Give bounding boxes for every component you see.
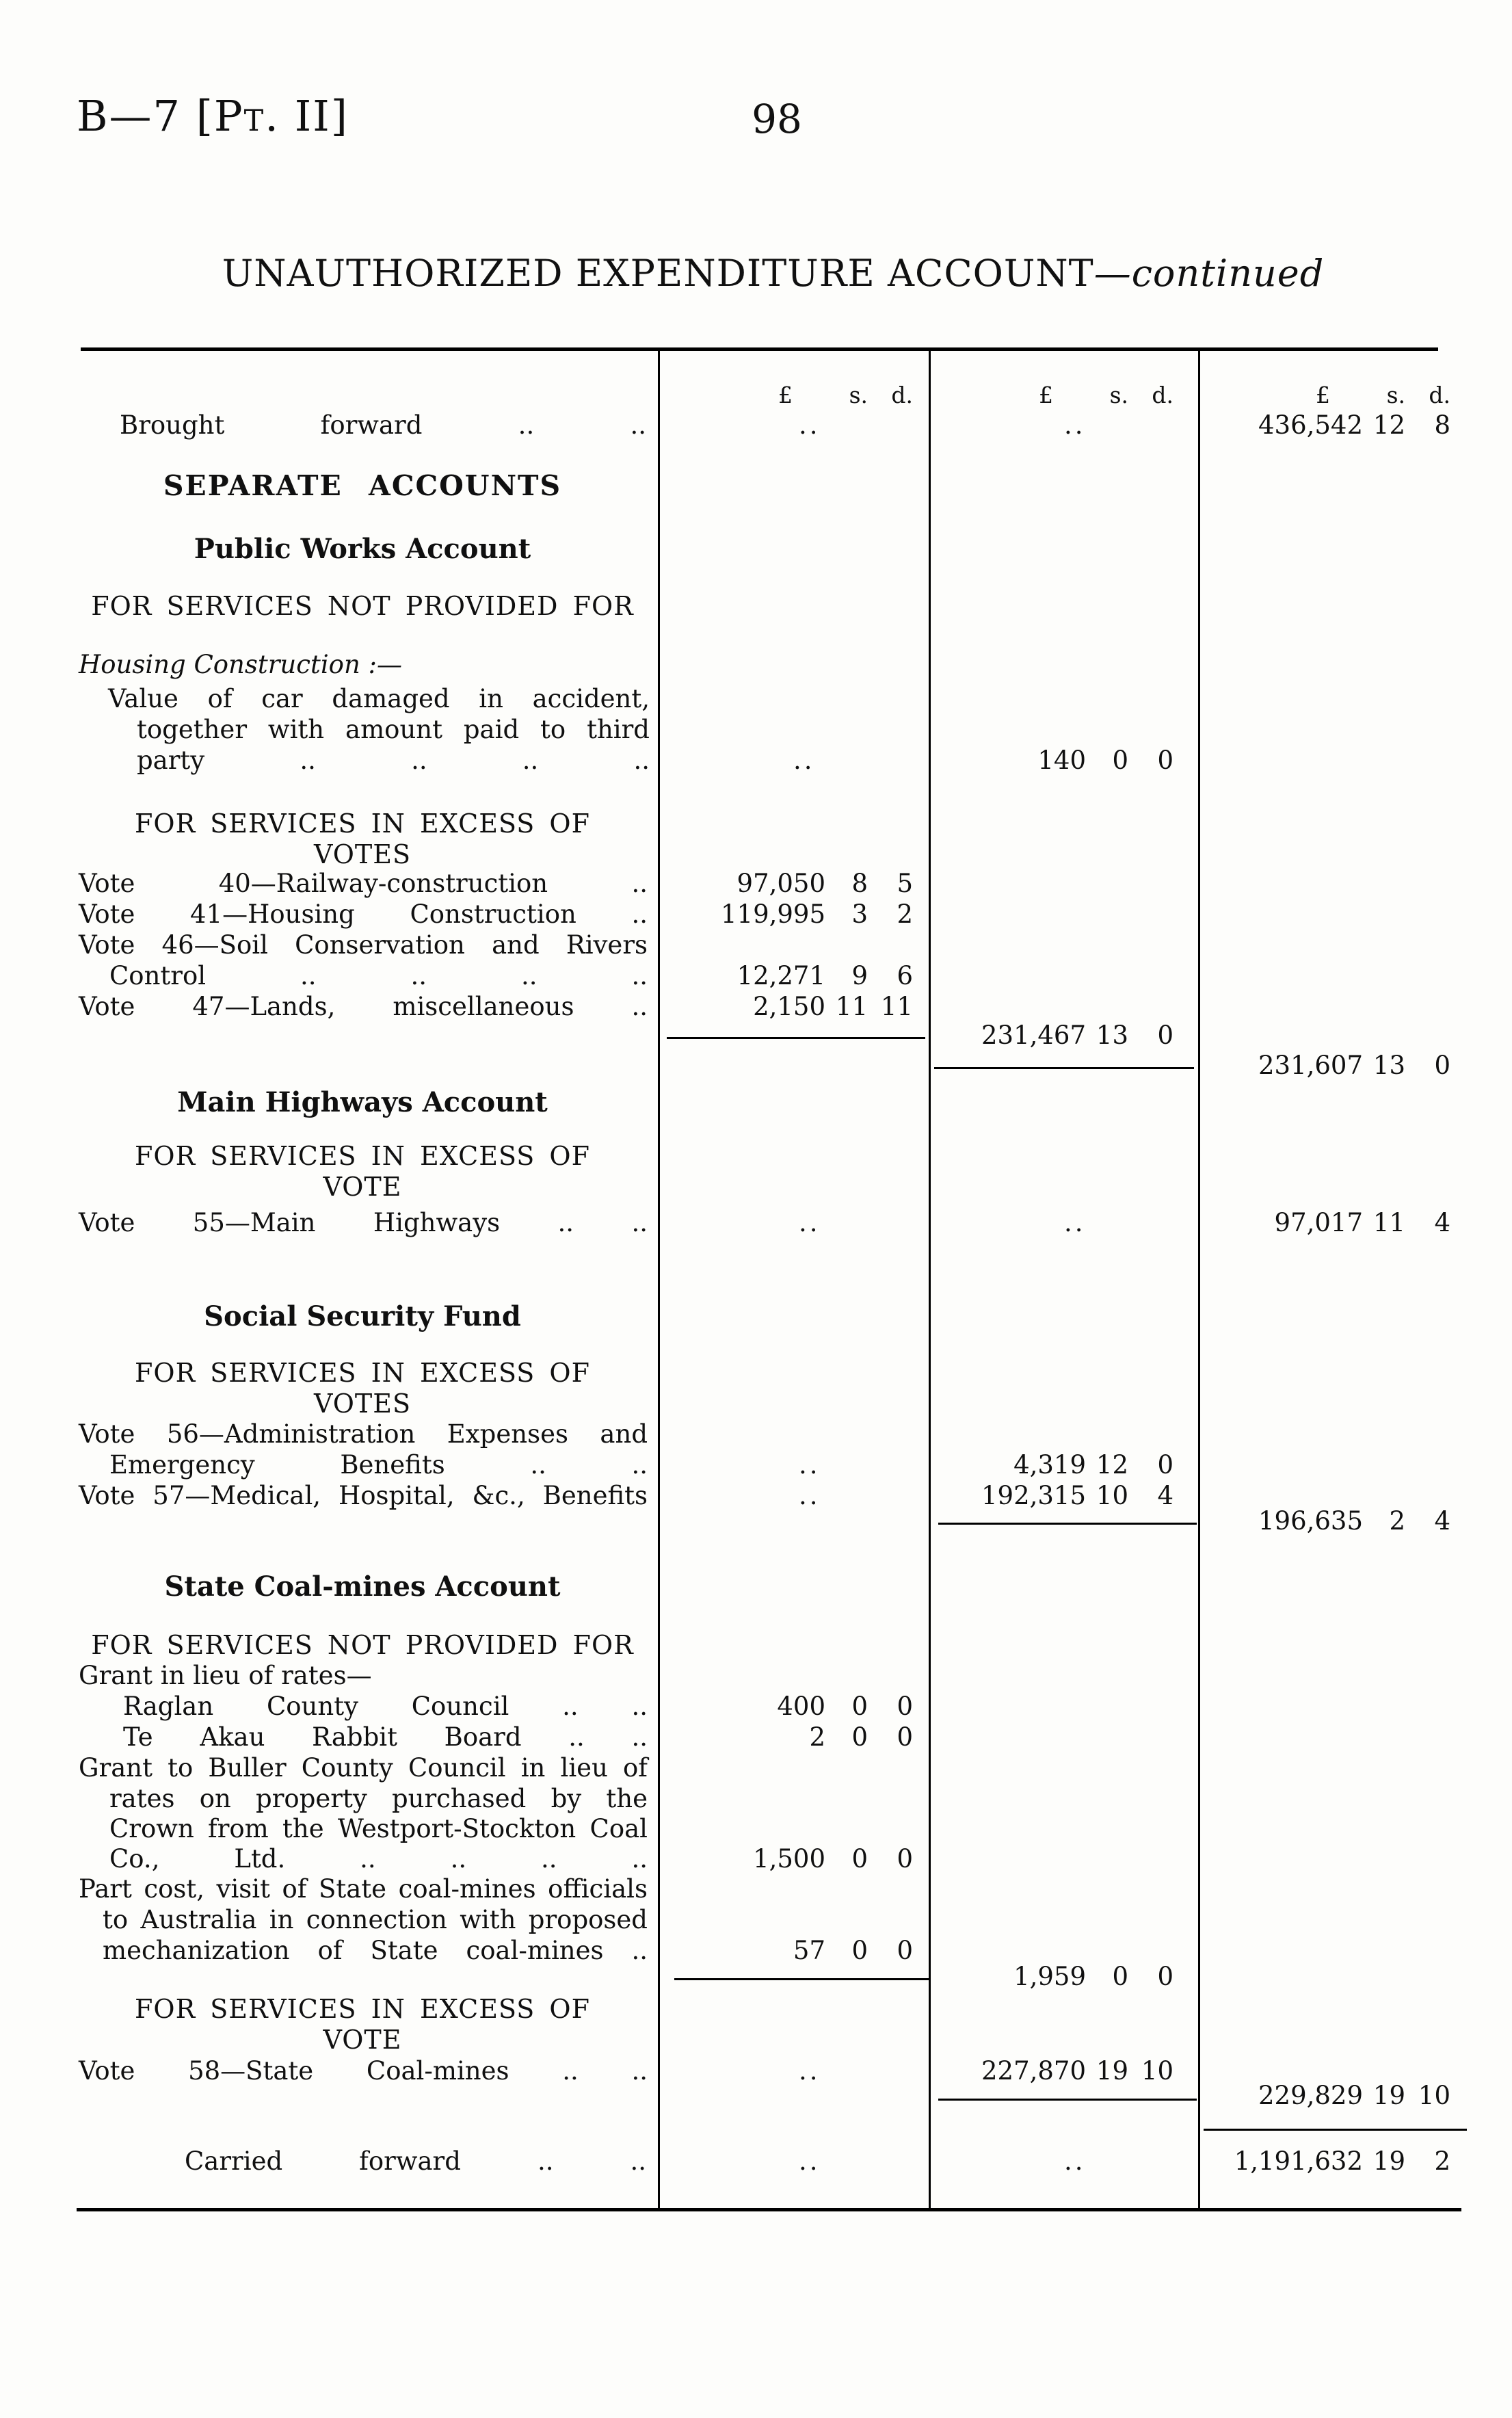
amount-pounds: 97,017 <box>1274 1208 1363 1237</box>
ss-excess-heading-line1: FOR SERVICES IN EXCESS OF <box>135 1358 590 1388</box>
pounds-header: £ <box>778 382 793 408</box>
amount-pence: 5 <box>897 869 913 898</box>
table-bottom-rule <box>77 2208 1461 2211</box>
amount-pence: 2 <box>897 899 913 929</box>
vote46-amount <box>663 961 913 991</box>
car-item-amount <box>934 746 1173 776</box>
total-rule-col2-a <box>934 1067 1194 1069</box>
amount-shillings: 11 <box>835 992 868 1021</box>
car-item-dots-col1: .. <box>793 746 815 775</box>
money-header-col1 <box>663 380 913 410</box>
amount-pounds: 231,467 <box>981 1021 1086 1050</box>
amount-shillings: 11 <box>1372 1208 1405 1237</box>
amount-pence: 2 <box>1434 2146 1450 2176</box>
shillings-header: s. <box>849 382 868 408</box>
buller-label-line3: Crown from the Westport-Stockton Coal <box>109 1814 648 1843</box>
vote57-dots-col1: .. <box>799 1481 821 1510</box>
vote40-label: Vote 40—Railway-construction .. <box>79 869 648 898</box>
pw-excess-heading-line2: VOTES <box>313 839 412 869</box>
amount-pounds: 196,635 <box>1258 1506 1363 1536</box>
grant-rates-label: Grant in lieu of rates— <box>79 1661 372 1690</box>
shillings-header: s. <box>1109 382 1128 408</box>
main-highways-heading: Main Highways Account <box>177 1086 548 1118</box>
amount-pence: 0 <box>897 1844 913 1874</box>
ss-excess-heading-line2: VOTES <box>313 1389 412 1419</box>
amount-pounds: 227,870 <box>981 2056 1086 2086</box>
pw-excess-heading-line1: FOR SERVICES IN EXCESS OF <box>135 809 590 839</box>
separate-accounts-heading: SEPARATE ACCOUNTS <box>163 469 562 502</box>
part-cost-label-line3: mechanization of State coal-mines .. <box>103 1936 648 1965</box>
ss-total <box>1208 1506 1450 1536</box>
amount-shillings: 0 <box>851 1722 868 1752</box>
amount-pence: 4 <box>1434 1506 1450 1536</box>
vote47-label: Vote 47—Lands, miscellaneous .. <box>79 992 648 1021</box>
vote58-label: Vote 58—State Coal-mines .. .. <box>79 2056 648 2086</box>
amount-pence: 0 <box>1434 1051 1450 1080</box>
housing-construction-label: Housing Construction :— <box>79 650 403 679</box>
vote55-amount <box>1208 1208 1450 1238</box>
vote41-label: Vote 41—Housing Construction .. <box>79 899 648 929</box>
brought-forward-label: Brought forward .. .. <box>120 410 646 440</box>
amount-pounds: 1,191,632 <box>1234 2146 1363 2176</box>
part-cost-label-line2: to Australia in connection with proposed <box>103 1905 648 1934</box>
amount-shillings: 2 <box>1389 1506 1405 1536</box>
amount-pounds: 400 <box>777 1692 825 1721</box>
amount-pence: 8 <box>1434 410 1450 440</box>
amount-shillings: 3 <box>851 899 868 929</box>
amount-shillings: 0 <box>851 1844 868 1874</box>
social-security-heading: Social Security Fund <box>204 1300 521 1332</box>
amount-pence: 0 <box>1157 1962 1173 1991</box>
vote46-label-line2: Control .. .. .. .. <box>109 961 648 990</box>
page-title-continued: —continued <box>1093 252 1325 295</box>
amount-shillings: 13 <box>1372 1051 1405 1080</box>
amount-pounds: 1,959 <box>1013 1962 1086 1991</box>
amount-pounds: 12,271 <box>737 961 825 990</box>
amount-shillings: 0 <box>851 1936 868 1965</box>
amount-pence: 0 <box>897 1692 913 1721</box>
subtotal-rule-col1-b <box>674 1978 931 1980</box>
amount-pounds: 436,542 <box>1258 410 1363 440</box>
pw-votes-subtotal <box>934 1021 1173 1051</box>
subtotal-rule-col1 <box>667 1037 925 1039</box>
vote57-label: Vote 57—Medical, Hospital, &c., Benefits <box>79 1481 648 1510</box>
amount-pence: 4 <box>1157 1481 1173 1510</box>
pounds-header: £ <box>1039 382 1053 408</box>
money-header-col3 <box>1208 380 1450 410</box>
page-title-main: UNAUTHORIZED EXPENDITURE ACCOUNT <box>222 252 1094 295</box>
state-coal-heading: State Coal-mines Account <box>164 1571 561 1603</box>
sc-excess-heading-line1: FOR SERVICES IN EXCESS OF <box>135 1994 590 2024</box>
sc-subtotal <box>934 1962 1173 1992</box>
sc-total <box>1208 2081 1450 2111</box>
te-akau-amount <box>663 1722 913 1752</box>
carried-forward-dots-col2: .. <box>1064 2146 1086 2176</box>
public-works-heading: Public Works Account <box>194 533 531 565</box>
page-title <box>17 252 1512 295</box>
brought-forward-dots-col2: .. <box>1064 410 1086 440</box>
pence-header: d. <box>1429 382 1450 408</box>
table-top-rule <box>81 347 1438 351</box>
amount-pounds: 231,607 <box>1258 1051 1363 1080</box>
amount-shillings: 0 <box>1112 746 1128 775</box>
vote55-label: Vote 55—Main Highways .. .. <box>79 1208 648 1237</box>
amount-shillings: 19 <box>1096 2056 1128 2086</box>
vote56-dots-col1: .. <box>799 1450 821 1480</box>
vote55-dots-col2: .. <box>1064 1208 1086 1237</box>
vote56-label-line1: Vote 56—Administration Expenses and <box>79 1419 648 1449</box>
sc-not-provided-heading: FOR SERVICES NOT PROVIDED FOR <box>91 1630 634 1660</box>
buller-label-line4: Co., Ltd. .. .. .. .. <box>109 1844 648 1874</box>
pence-header: d. <box>891 382 913 408</box>
part-cost-label-line1: Part cost, visit of State coal-mines officials <box>79 1874 648 1904</box>
amount-pounds: 97,050 <box>737 869 825 898</box>
vote55-dots-col1: .. <box>799 1208 821 1237</box>
amount-pounds: 119,995 <box>720 899 825 929</box>
part-cost-amount <box>663 1936 913 1966</box>
vote41-amount <box>663 899 913 930</box>
carried-forward-dots-col1: .. <box>799 2146 821 2176</box>
amount-shillings: 10 <box>1096 1481 1128 1510</box>
total-rule-col2-c <box>938 2099 1197 2101</box>
amount-pence: 6 <box>897 961 913 990</box>
vote57-amount <box>934 1481 1173 1511</box>
amount-pounds: 1,500 <box>753 1844 825 1874</box>
vote40-amount <box>663 869 913 899</box>
total-rule-col3 <box>1204 2129 1467 2131</box>
vote58-dots-col1: .. <box>799 2056 821 2086</box>
car-item-line2: together with amount paid to third <box>137 715 650 744</box>
pw-not-provided-heading: FOR SERVICES NOT PROVIDED FOR <box>91 591 634 621</box>
amount-pence: 0 <box>897 1722 913 1752</box>
car-item-line1: Value of car damaged in accident, <box>108 684 650 713</box>
column-divider-1 <box>658 350 660 2208</box>
column-divider-3 <box>1198 350 1200 2208</box>
vote58-amount <box>934 2056 1173 2086</box>
column-divider-2 <box>929 350 931 2208</box>
amount-pounds: 57 <box>793 1936 825 1965</box>
amount-pence: 10 <box>1418 2081 1450 2110</box>
car-item-line3: party .. .. .. .. <box>137 746 650 775</box>
buller-label-line2: rates on property purchased by the <box>109 1784 648 1813</box>
brought-forward-dots-col1: .. <box>799 410 821 440</box>
buller-label-line1: Grant to Buller County Council in lieu of <box>79 1753 648 1783</box>
amount-pence: 10 <box>1141 2056 1173 2086</box>
mh-excess-heading-line2: VOTE <box>323 1172 402 1202</box>
doc-ref: B—7 [Pt. II] <box>77 91 349 141</box>
vote47-amount <box>663 992 913 1022</box>
vote56-label-line2: Emergency Benefits .. .. <box>109 1450 648 1480</box>
amount-pence: 4 <box>1434 1208 1450 1237</box>
buller-amount <box>663 1844 913 1874</box>
amount-pence: 0 <box>1157 1450 1173 1480</box>
amount-pounds: 2,150 <box>753 992 825 1021</box>
pounds-header: £ <box>1316 382 1330 408</box>
amount-pence: 0 <box>1157 1021 1173 1050</box>
brought-forward-amount <box>1208 410 1450 441</box>
amount-pence: 0 <box>1157 746 1173 775</box>
money-header-col2 <box>934 380 1173 410</box>
page-number: 98 <box>752 96 802 142</box>
amount-pence: 0 <box>897 1936 913 1965</box>
pw-total <box>1208 1051 1450 1081</box>
amount-shillings: 13 <box>1096 1021 1128 1050</box>
carried-forward-label: Carried forward .. .. <box>185 2146 646 2176</box>
amount-shillings: 9 <box>851 961 868 990</box>
raglan-amount <box>663 1692 913 1722</box>
amount-pounds: 4,319 <box>1013 1450 1086 1480</box>
sc-excess-heading-line2: VOTE <box>323 2025 402 2055</box>
amount-shillings: 19 <box>1372 2081 1405 2110</box>
amount-shillings: 19 <box>1372 2146 1405 2176</box>
amount-shillings: 12 <box>1096 1450 1128 1480</box>
vote56-amount <box>934 1450 1173 1480</box>
vote46-label-line1: Vote 46—Soil Conservation and Rivers <box>79 930 648 960</box>
carried-forward-amount <box>1208 2146 1450 2177</box>
total-rule-col2-b <box>938 1523 1197 1525</box>
amount-pounds: 2 <box>809 1722 825 1752</box>
amount-shillings: 0 <box>851 1692 868 1721</box>
amount-pence: 11 <box>880 992 913 1021</box>
shillings-header: s. <box>1386 382 1405 408</box>
amount-shillings: 8 <box>851 869 868 898</box>
pence-header: d. <box>1152 382 1173 408</box>
te-akau-label: Te Akau Rabbit Board .. .. <box>123 1722 648 1752</box>
raglan-label: Raglan County Council .. .. <box>123 1692 648 1721</box>
amount-shillings: 12 <box>1372 410 1405 440</box>
mh-excess-heading-line1: FOR SERVICES IN EXCESS OF <box>135 1141 590 1171</box>
amount-pounds: 192,315 <box>981 1481 1086 1510</box>
amount-pounds: 229,829 <box>1258 2081 1363 2110</box>
amount-pounds: 140 <box>1037 746 1086 775</box>
amount-shillings: 0 <box>1112 1962 1128 1991</box>
